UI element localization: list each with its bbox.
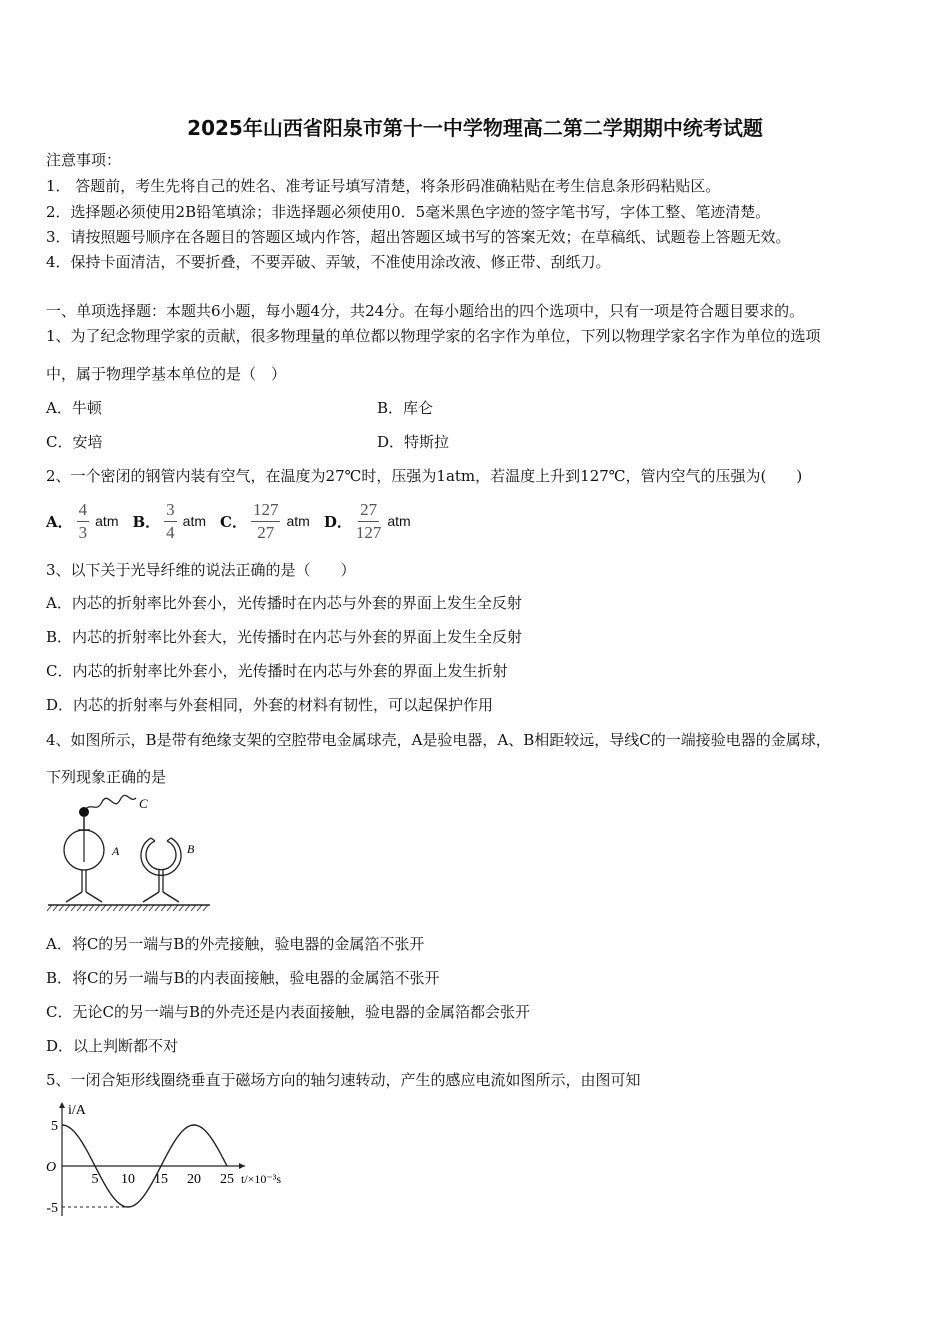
notice-item-4: 4．保持卡面清洁，不要折叠，不要弄破、弄皱，不准使用涂改液、修正带、刮纸刀。	[46, 253, 611, 271]
q4-option-a: A．将C的另一端与B的外壳接触，验电器的金属箔不张开	[46, 935, 425, 953]
ground-hatch	[185, 905, 190, 911]
section-heading: 一、单项选择题：本题共6小题，每小题4分，共24分。在每小题给出的四个选项中，只有一项是符合题目要求的。	[46, 302, 805, 320]
q2-option-c-label: C．	[220, 512, 247, 531]
q2-option-b-fraction	[164, 499, 177, 544]
wire-c-label: C	[139, 796, 148, 811]
notice-item-1: 1． 答题前，考生先将自己的姓名、准考证号填写清楚，将条形码准确粘贴在考生信息条形码粘贴区。	[46, 177, 721, 195]
notice-item-3: 3．请按照题号顺序在各题目的答题区域内作答，超出答题区域书写的答案无效；在草稿纸、试题卷上答题无效。	[46, 228, 791, 246]
label-a: A	[112, 844, 120, 858]
q1-stem-line1: 1、为了纪念物理学家的贡献，很多物理量的单位都以物理学家的名字作为单位，下列以物理学家名字作为单位的选项	[46, 327, 821, 345]
ground-hatch	[149, 905, 154, 911]
origin-label: O	[46, 1160, 57, 1175]
ground-hatch	[143, 905, 148, 911]
x-axis-arrow	[239, 1163, 245, 1169]
q2-option-c	[220, 499, 310, 544]
q3-option-d: D．内芯的折射率与外套相同，外套的材料有韧性，可以起保护作用	[46, 696, 494, 714]
q2-option-c-numerator: 127	[251, 499, 281, 522]
q2-option-d-unit: atm	[387, 513, 411, 529]
q2-option-d-numerator: 27	[358, 499, 379, 522]
notice-item-2: 2．选择题必须使用2B铅笔填涂；非选择题必须使用0．5毫米黑色字迹的签字笔书写，字体工整、笔迹清楚。	[46, 203, 771, 221]
current-time-graph	[40, 1098, 320, 1223]
q4-option-b: B．将C的另一端与B的内表面接触，验电器的金属箔不张开	[46, 969, 440, 987]
electroscope-figure	[44, 790, 214, 915]
q5-stem: 5、一闭合矩形线圈绕垂直于磁场方向的轴匀速转动，产生的感应电流如图所示，由图可知	[46, 1071, 641, 1089]
notice-heading: 注意事项：	[46, 151, 122, 169]
q3-option-b: B．内芯的折射率比外套大，光传播时在内芯与外套的界面上发生全反射	[46, 628, 523, 646]
q4-stem-line1: 4、如图所示，B是带有绝缘支架的空腔带电金属球壳，A是验电器，A、B相距较远，导线C的一端接验电器的金属球，	[46, 731, 831, 749]
ground-hatch	[83, 905, 88, 911]
q3-option-c: C．内芯的折射率比外套小，光传播时在内芯与外套的界面上发生折射	[46, 662, 508, 680]
q2-option-c-unit: atm	[286, 513, 310, 529]
electroscope-ball	[79, 807, 89, 817]
label-b: B	[187, 842, 195, 856]
q2-option-a-denominator: 3	[78, 522, 88, 542]
q2-option-c-denominator: 27	[257, 522, 275, 542]
q2-option-b	[132, 499, 206, 544]
q2-option-d-fraction	[356, 499, 382, 544]
ground-hatch	[59, 905, 64, 911]
q2-option-a-fraction	[77, 499, 90, 544]
ground-hatch	[191, 905, 196, 911]
q2-stem: 2、一个密闭的钢管内装有空气，在温度为27℃时，压强为1atm，若温度上升到127℃，管内空气的压强为( )	[46, 467, 803, 485]
q2-option-b-denominator: 4	[166, 522, 175, 542]
y-tick-label: -5	[46, 1201, 58, 1216]
q2-option-b-numerator: 3	[164, 499, 177, 522]
q2-option-d	[324, 499, 411, 544]
ground-hatch	[65, 905, 70, 911]
q2-option-b-unit: atm	[182, 513, 207, 529]
ground-hatch	[71, 905, 76, 911]
ground-hatch	[107, 905, 112, 911]
ground-hatch	[197, 905, 202, 911]
x-tick-label: 5	[91, 1172, 99, 1187]
y-tick-label: 5	[51, 1119, 58, 1134]
q1-option-a: A．牛顿	[46, 399, 102, 417]
q3-stem: 3、以下关于光导纤维的说法正确的是（ ）	[46, 561, 356, 579]
q1-option-c: C．安培	[46, 433, 103, 451]
wire-c	[84, 795, 136, 812]
ground-hatch	[47, 905, 52, 911]
q2-option-a-numerator: 4	[77, 499, 90, 522]
q2-option-d-denominator: 127	[355, 522, 382, 542]
q4-stem-line2: 下列现象正确的是	[46, 768, 167, 786]
page-title: 2025年山西省阳泉市第十一中学物理高二第二学期期中统考试题	[187, 116, 763, 140]
ground-hatch	[179, 905, 184, 911]
x-axis-label: t/×10⁻³s	[241, 1172, 282, 1186]
ground-hatch	[53, 905, 58, 911]
q2-option-a-label: A．	[46, 512, 73, 531]
ground-hatch	[173, 905, 178, 911]
q1-stem-line2: 中，属于物理学基本单位的是（ ）	[46, 365, 287, 383]
q2-option-d-label: D．	[323, 512, 352, 531]
x-tick-label: 25	[220, 1172, 234, 1187]
ground-hatch	[161, 905, 166, 911]
q2-option-a	[46, 499, 118, 544]
q4-option-c: C．无论C的另一端与B的外壳还是内表面接触，验电器的金属箔都会张开	[46, 1003, 530, 1021]
ground-hatch	[77, 905, 82, 911]
ground-hatch	[125, 905, 130, 911]
q4-option-d: D．以上判断都不对	[46, 1037, 179, 1055]
ground-hatch	[119, 905, 124, 911]
ground-hatch	[155, 905, 160, 911]
y-axis-label: i/A	[68, 1103, 86, 1118]
y-axis-arrow	[59, 1102, 65, 1108]
q2-option-c-fraction	[251, 499, 281, 544]
ground-hatch	[137, 905, 142, 911]
ground-hatch	[89, 905, 94, 911]
ground-hatch	[203, 905, 208, 911]
ground-hatch	[167, 905, 172, 911]
q1-option-d: D．特斯拉	[377, 433, 450, 451]
x-tick-label: 10	[121, 1172, 135, 1187]
q3-option-a: A．内芯的折射率比外套小，光传播时在内芯与外套的界面上发生全反射	[46, 594, 522, 612]
q2-option-b-label: B．	[132, 512, 161, 531]
x-tick-label: 20	[187, 1172, 201, 1187]
q1-option-b: B．库仑	[377, 399, 434, 417]
ground-hatch	[95, 905, 100, 911]
ground-hatch	[131, 905, 136, 911]
ground-hatch	[113, 905, 118, 911]
x-tick-label: 15	[154, 1172, 168, 1187]
q2-options	[46, 496, 425, 546]
ground-hatch	[101, 905, 106, 911]
q2-option-a-unit: atm	[95, 513, 119, 529]
